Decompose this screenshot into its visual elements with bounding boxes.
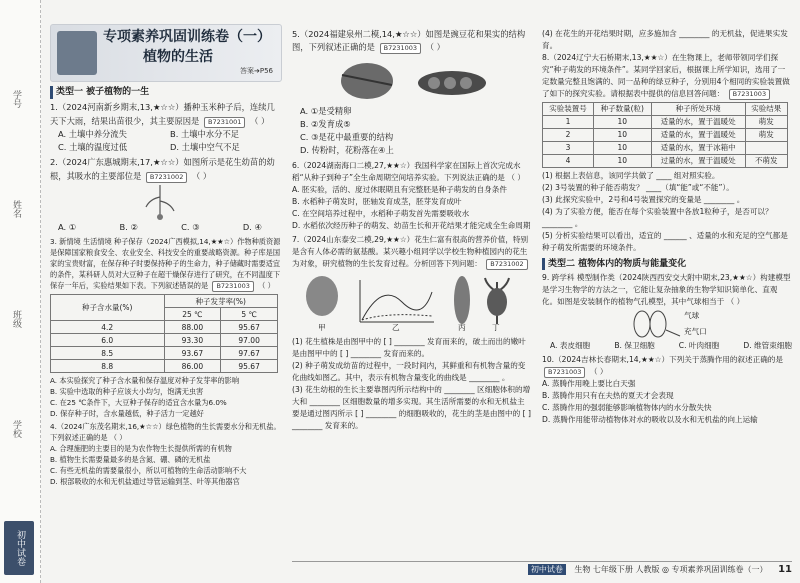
publisher-logo: 初中试卷 <box>4 521 34 575</box>
table-row <box>51 360 278 373</box>
figure-label-yi: 乙 <box>392 322 400 332</box>
question-4 <box>50 421 282 487</box>
table-cell: 不萌发 <box>745 155 787 168</box>
table-cell: 萌发 <box>745 129 787 142</box>
table-cell: 8.8 <box>51 360 165 373</box>
germination-experiment-table <box>542 102 788 168</box>
table-header: 种子发芽率(%) <box>164 295 278 308</box>
sub-question-3: (3) 此探究实验中，2号和4号装置探究的变量是 ________ 。 <box>542 195 745 204</box>
table-cell: 97.67 <box>221 347 278 360</box>
answer-paren: （ ） <box>726 297 745 306</box>
question-code: B7231002 <box>486 259 527 270</box>
section-heading: 类型二 植物体内的物质与能量变化 <box>542 258 792 270</box>
answer-paren: （ ） <box>109 433 127 443</box>
question-text: 8.（2024辽宁大石桥期末,13,★★☆）在生物课上，老师带领同学们探究“种子萌发的环境条件”。某同学回家后，根据课上所学知识，选用了一定数量完整且饱满的、同一品种的绿豆种子，分别用4个相同的实验装置做了如下的探究实验。请根据表中提供的信息回答问题： <box>542 53 790 98</box>
table-header: 25 ℃ <box>164 308 221 321</box>
table-header: 实验装置号 <box>543 103 594 116</box>
option-a: A. 胚实验，活的、度过休眠期且有完整胚是种子萌发的自身条件 <box>292 184 507 194</box>
question-text: 5.（2024福建泉州二模,14,★☆☆）如图是豌豆花和果实的结构图，下列叙述正确的是 <box>292 29 526 53</box>
answer-paren: （ ） <box>507 172 525 182</box>
table-cell: 适量的水，置于温暖处 <box>651 129 745 142</box>
table-cell: 10 <box>593 129 651 142</box>
pea-flower-figure <box>292 55 532 105</box>
sub-question-3: (3) 花生幼根的生长主要靠图丙所示结构中的 ________ 区细胞体积的增大和 ________ 区细胞数量的增多实现。其生活所需要的水和无机盐主要是通过图丙所示 [ ] ________ 的细胞吸收的，花生的茎是由图中的 [ ] ________ 发育来的。 <box>292 384 531 430</box>
option-d: D. 根部吸收的水和无机盐通过导管运输到茎、叶等其他器官 <box>50 477 240 487</box>
table-row <box>543 155 788 168</box>
footer-brand: 初中试卷 <box>528 564 566 575</box>
option-c: C. 在25 ℃条件下，大豆种子保存的适宜含水量为6.0% <box>50 398 227 408</box>
page-number: 11 <box>778 564 792 575</box>
option-b: B. 保卫细胞 <box>614 341 655 350</box>
table-row <box>543 142 788 155</box>
question-text: 6.（2024湖南海口二模,27,★★☆）我国科学家在国际上首次完成水稻“从种子到种子”全生命周期空间培养实验。下列说法正确的是 <box>292 160 521 182</box>
option-b: B. 实验中选取的种子应该大小均匀，饱满无虫害 <box>50 387 204 397</box>
option-c: C. ③ <box>181 222 200 233</box>
table-row <box>543 129 788 142</box>
option-c: C. 在空间培养过程中，水稻种子萌发首先需要吸收水 <box>292 208 470 218</box>
option-d: D. 保存种子时，含水量越低，种子活力一定越好 <box>50 409 204 419</box>
question-6 <box>292 160 532 232</box>
root-diagram <box>140 183 180 221</box>
climber-illustration <box>57 31 97 75</box>
question-3 <box>50 236 282 419</box>
column-middle <box>292 28 532 434</box>
school-label: 学校 <box>11 420 21 438</box>
table-cell: 6.0 <box>51 334 165 347</box>
table-row <box>51 321 278 334</box>
question-code: B7231002 <box>146 172 187 183</box>
question-text: 3. 新情境 生活情境 种子保存（2024广西模拟,14,★★☆）作物种质资源是保障国家粮食安全、农业安全、科技安全的重要战略资源。种子库是国家的宝贵财富，在保存种子时要保持种子的生命力，种子储藏时需要适宜的条件，某科研人员对大豆种子在超干燥保存进行了研究，在不同温度下保存一年后，实验结果如下表。下列叙述错误的是 <box>50 237 281 291</box>
table-header: 实验结果 <box>745 103 787 116</box>
page-subtitle: 植物的生活 <box>143 49 213 65</box>
option-d: D. 水稻依次经历种子的萌发、幼苗生长和开花结果才能完成全生命周期 <box>292 220 531 230</box>
option-b: B. ②发育成⑤ <box>300 118 351 129</box>
question-code: B7231003 <box>380 43 421 54</box>
sub-question-5: (5) 分析实验结果可以看出，适宜的 ______ 、适量的水和充足的空气都是种子萌发所需要的环境条件。 <box>542 231 788 252</box>
option-a: A. 表皮细胞 <box>550 341 591 350</box>
option-c: C. 叶肉细胞 <box>678 341 720 350</box>
table-cell: 93.67 <box>164 347 221 360</box>
option-b: B. ② <box>119 222 138 233</box>
stomata-model-figure <box>542 308 792 340</box>
table-row <box>543 116 788 129</box>
option-d: D. 土壤中空气不足 <box>170 142 240 153</box>
page-footer <box>292 561 792 575</box>
table-header: 种子数量(粒) <box>593 103 651 116</box>
figure-label-bing: 丙 <box>458 322 466 332</box>
option-c: C. ③是花中最重要的结构 <box>300 132 394 143</box>
table-row <box>51 334 278 347</box>
option-a: A. 本实验探究了种子含水量和保存温度对种子发芽率的影响 <box>50 376 240 386</box>
option-d: D. 传粉时，花粉落在④上 <box>300 145 394 156</box>
option-a: A. ①是受精卵 <box>300 105 352 116</box>
sub-question-2: (2) 3号装置的种子能否萌发？ ____（填“能”或“不能”）。 <box>542 183 734 192</box>
answer-paren: （ ） <box>589 367 608 376</box>
question-code: B7231003 <box>544 367 585 378</box>
footer-text: 生物 七年级下册 人教版 ◎ 专项素养巩固训练卷（一） <box>574 565 768 574</box>
figure-label-jia: 甲 <box>318 322 326 332</box>
table-cell: 10 <box>593 142 651 155</box>
table-cell: 2 <box>543 129 594 142</box>
answer-paren: （ ） <box>191 170 212 181</box>
sub-question-4: (4) 在花生的开花结果时期，应多施加含 ________ 的无机盐，促进果实发育。 <box>542 29 788 50</box>
question-2 <box>50 156 282 234</box>
question-10 <box>542 354 792 426</box>
table-cell: 8.5 <box>51 347 165 360</box>
question-code: B7231003 <box>212 281 253 292</box>
option-b: B. 蒸腾作用只有在夫热的夏天才会表现 <box>542 391 674 400</box>
table-cell: 过量的水，置于温暖处 <box>651 155 745 168</box>
valve-label: 充气口 <box>684 327 707 336</box>
table-cell: 95.67 <box>221 321 278 334</box>
column-right <box>542 28 792 428</box>
pea-flower-fruit-illustration <box>312 55 512 105</box>
question-9 <box>542 272 792 352</box>
binding-gutter <box>0 0 41 583</box>
sub-question-2: (2) 种子萌发成幼苗的过程中，一段时间内，其鲜重和有机物含量的变化曲线如图乙。其中，表示有机物含量变化的曲线是 ________ 。 <box>292 360 526 382</box>
answer-paren: （ ） <box>425 42 445 53</box>
table-row <box>51 347 278 360</box>
option-d: D. 维管束细胞 <box>743 341 792 350</box>
table-cell: 1 <box>543 116 594 129</box>
table-cell: 93.30 <box>164 334 221 347</box>
question-text: 1.（2024河南新乡期末,13,★☆☆）播种玉米种子后，连续几天下大雨，结果出苗很少，其主要原因是 <box>50 102 275 126</box>
table-cell <box>745 142 787 155</box>
option-b: B. 植物生长需要量最多的是含氮、硼、磷的无机盐 <box>50 455 211 465</box>
question-text: 7.（2024山东泰安二模,29,★★☆）花生仁富有很高的营养价值，特别是含有人体必需的氨基酸。某兴趣小组同学以学校生物种植园内的花生为对象，研究植物的生长发育过程。分析回答下列问题： <box>292 234 529 268</box>
table-cell: 10 <box>593 155 651 168</box>
option-a: A. ① <box>58 222 77 233</box>
option-a: A. 土壤中养分流失 <box>58 128 127 139</box>
option-a: A. 合理施肥的主要目的是为农作物生长提供所需的有机物 <box>50 444 232 454</box>
option-d: D. 蒸腾作用能带动植物体对水的吸收以及水和无机盐的向上运输 <box>542 415 758 424</box>
table-cell: 4.2 <box>51 321 165 334</box>
option-c: C. 蒸腾作用的强弱能够影响植物体内的水分散失快 <box>542 403 712 412</box>
sub-question-4: (4) 为了实验方便，能否在每个实验装置中各放1粒种子，是否可以？ ________ 。 <box>542 207 773 228</box>
question-8 <box>542 52 792 254</box>
option-d: D. ④ <box>242 222 262 233</box>
question-text: 2.（2024广东惠城期末,17,★☆☆）如图所示是花生幼苗的幼根，其吸水的主要部位是 <box>50 157 275 181</box>
option-c: C. 有些无机盐的需要量很小，所以可植物的生命活动影响不大 <box>50 466 247 476</box>
question-7 <box>292 234 532 432</box>
balloon-label: 气球 <box>684 311 700 320</box>
question-text: 9. 跨学科 模型制作类（2024陕西西安交大附中期末,23,★★☆）构建模型是学习生物学的方法之一，它能让复杂抽象的生物学知识简单化、直观化。如图是安装制作的植物气孔模型，其中气球相当于 <box>542 273 791 306</box>
option-a: A. 蒸腾作用晚上要比白天强 <box>542 379 636 388</box>
answer-paren: （ ） <box>250 115 270 126</box>
table-cell: 4 <box>543 155 594 168</box>
answer-paren: （ ） <box>258 281 275 291</box>
question-code: B7231003 <box>729 89 770 100</box>
question-1 <box>50 101 282 154</box>
table-header: 5 ℃ <box>221 308 278 321</box>
question-text: 10.（2024吉林长春期末,14,★★☆）下列关于蒸腾作用的叙述正确的是 <box>542 355 783 364</box>
option-c: C. 土壤的温度过低 <box>58 142 128 153</box>
table-cell: 86.00 <box>164 360 221 373</box>
question-code: B7231001 <box>204 117 245 128</box>
column-left <box>50 24 282 489</box>
sub-question-1: (1) 花生植株是由图甲中的 [ ] ________ 发育而来的，破土而出的嫩叶是由图甲中的 [ ] ________ 发育而来的。 <box>292 336 526 358</box>
class-label: 班级 <box>11 310 21 328</box>
peanut-figures <box>292 272 532 334</box>
table-cell: 3 <box>543 142 594 155</box>
question-text: 4.（2024广东茂名期末,16,★☆☆）绿色植物的生长需要水分和无机盐。下列叙述正确的是 <box>50 422 281 443</box>
table-cell: 10 <box>593 116 651 129</box>
table-cell: 适量的水，置于冰箱中 <box>651 142 745 155</box>
seed-germination-table <box>50 294 278 373</box>
table-header: 种子含水量(%) <box>51 295 165 321</box>
sub-question-1: (1) 根据上表信息，该同学共做了 ____ 组对照实验。 <box>542 171 720 180</box>
table-cell: 萌发 <box>745 116 787 129</box>
section-heading: 类型一 被子植物的一生 <box>50 86 282 99</box>
table-cell: 97.00 <box>221 334 278 347</box>
figure-label-ding: 丁 <box>492 322 500 332</box>
title-banner <box>50 24 282 82</box>
option-b: B. 水稻种子萌发时，胚轴发育成茎，胚芽发育成叶 <box>292 196 462 206</box>
student-id-label: 学号 <box>11 90 21 108</box>
answer-page-ref: 答案➔P56 <box>240 66 273 75</box>
option-b: B. 土壤中水分不足 <box>170 128 240 139</box>
table-cell: 适量的水，置于温暖处 <box>651 116 745 129</box>
name-label: 姓名 <box>11 200 21 218</box>
question-5 <box>292 28 532 158</box>
table-cell: 88.00 <box>164 321 221 334</box>
page-title: 专项素养巩固训练卷（一） <box>103 29 271 45</box>
table-header: 种子所处环境 <box>651 103 745 116</box>
balloon-model-illustration <box>622 308 682 340</box>
table-cell: 95.67 <box>221 360 278 373</box>
